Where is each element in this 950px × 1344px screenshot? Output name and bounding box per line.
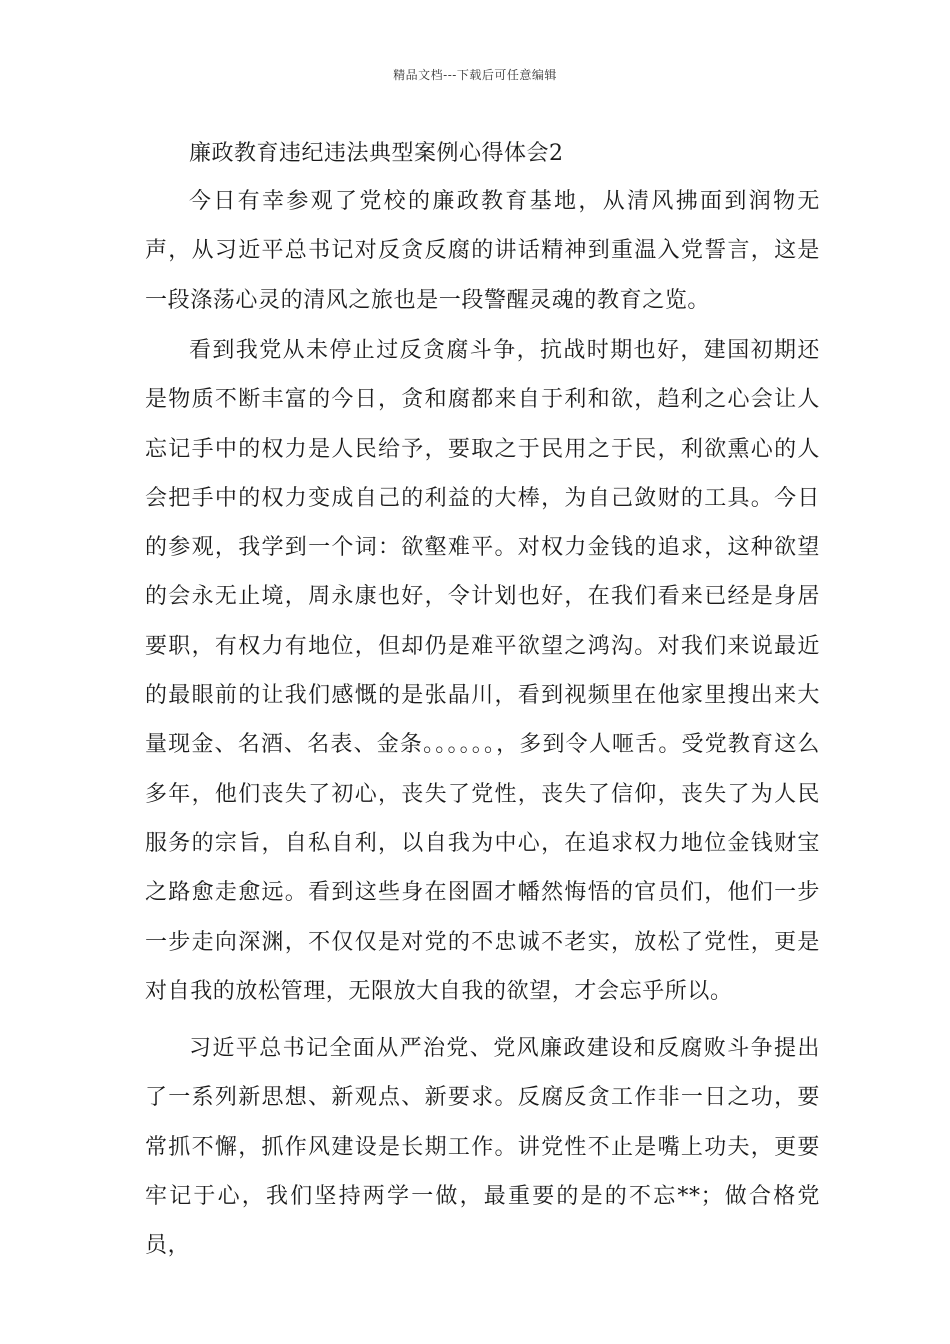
paragraph-2: 看到我党从未停止过反贪腐斗争，抗战时期也好，建国初期还是物质不断丰富的今日，贪和腐都来自于利和欲，趋利之心会让人忘记手中的权力是人民给予，要取之于民用之于民，利欲熏心的人会把手中的权力变成自己的利益的大棒，为自己敛财的工具。今日的参观，我学到一个词：欲壑难平。对权力金钱的追求，这种欲望的会永无止境，周永康也好，令计划也好，在我们看来已经是身居要职，有权力有地位，但却仍是难平欲望之鸿沟。对我们来说最近的最眼前的让我们感慨的是张晶川，看到视频里在他家里搜出来大量现金、名酒、名表、金条。。。。。。，多到令人咂舌。受党教育这么多年，他们丧失了初心，丧失了党性，丧失了信仰，丧失了为人民服务的宗旨，自私自利，以自我为中心，在追求权力地位金钱财宝之路愈走愈远。看到这些身在囹圄才幡然悔悟的官员们，他们一步一步走向深渊，不仅仅是对党的不忠诚不老实，放松了党性，更是对自我的放松管理，无限放大自我的欲望，才会忘乎所以。 [145,338,820,1004]
paragraph-3: 习近平总书记全面从严治党、党风廉政建设和反腐败斗争提出了一系列新思想、新观点、新要求。反腐反贪工作非一日之功，要常抓不懈，抓作风建设是长期工作。讲党性不止是嘴上功夫，更要牢记于心，我们坚持两学一做，最重要的是的不忘**；做合格党员， [145,1036,820,1259]
document-title: 廉政教育违纪违法典型案例心得体会2 [189,141,564,166]
paragraph-1: 今日有幸参观了党校的廉政教育基地，从清风拂面到润物无声，从习近平总书记对反贪反腐的讲话精神到重温入党誓言，这是一段涤荡心灵的清风之旅也是一段警醒灵魂的教育之览。 [145,189,820,313]
header-note: 精品文档---下载后可任意编辑 [393,68,557,82]
